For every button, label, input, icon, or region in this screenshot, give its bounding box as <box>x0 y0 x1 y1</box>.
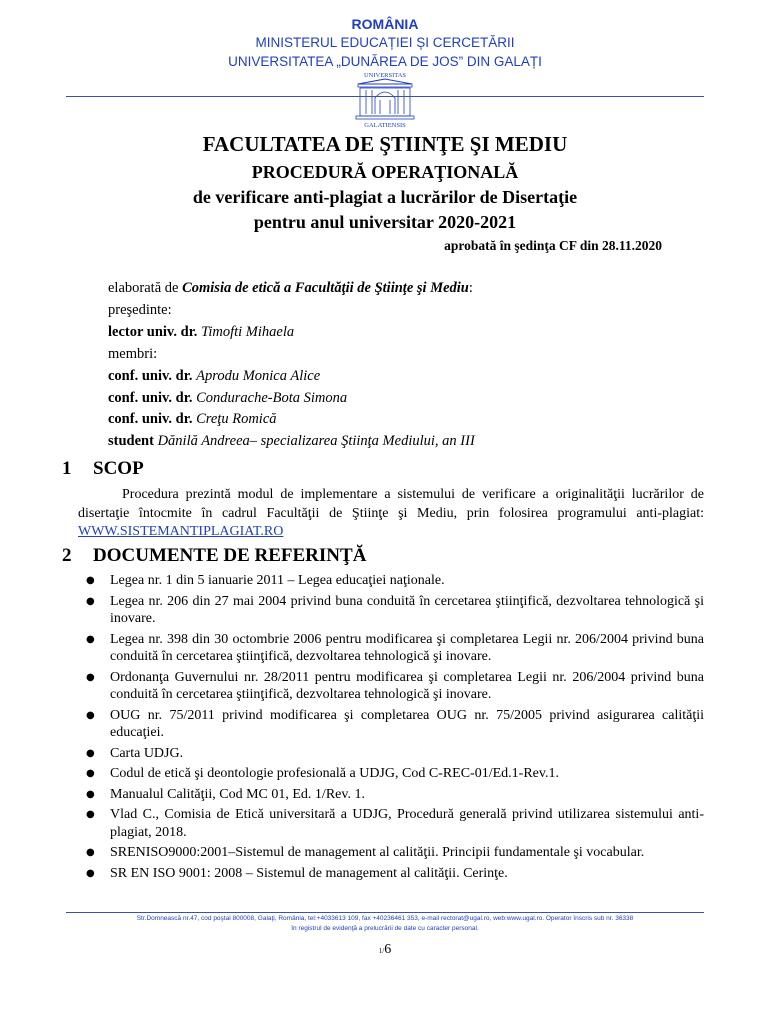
reference-item: ● SRENISO9000:2001–Sistemul de management al calităţii. Principii fundamentale şi vocabular. <box>86 845 645 860</box>
bullet-icon: ● <box>86 867 95 879</box>
member-line <box>108 431 475 453</box>
reference-item: ● Legea nr. 206 din 27 mai 2004 privind buna conduită în cercetarea ştiinţifică, dezvoltarea tehnologică şi inovare. <box>86 593 704 626</box>
bullet-icon: ● <box>86 709 95 721</box>
section-number: 2 <box>62 545 72 566</box>
member-line <box>108 409 475 431</box>
reference-item: ● Manualul Calităţii, Cod MC 01, Ed. 1/Rev. 1. <box>86 786 365 802</box>
procedure-year: pentru anul universitar 2020-2021 <box>253 212 517 232</box>
reference-item: ● SR EN ISO 9001: 2008 – Sistemul de management al calităţii. Cerinţe. <box>86 865 508 881</box>
section-title: DOCUMENTE DE REFERINŢĂ <box>93 545 367 566</box>
logo-top-text: UNIVERSITAS <box>363 72 407 79</box>
president-line <box>108 322 475 344</box>
member-title: student <box>108 433 158 450</box>
page-number <box>0 942 770 958</box>
header-country: ROMÂNIA <box>351 16 419 32</box>
member-title: conf. univ. dr. <box>108 367 197 384</box>
reference-item: ● Ordonanţa Guvernului nr. 28/2011 pentru modificarea şi completarea Legii nr. 206/2004 privind buna conduită în cercetarea ştiinţifică, dezvoltarea tehnologică şi inovare. <box>86 669 704 702</box>
scope-text: Procedura prezintă modul de implementare a sistemului de verificare a originalităţii lucrărilor de disertaţie întocmite în cadrul Facultăţii de Ştiinţe şi Mediu, prin folosirea programului anti-plagiat: <box>78 487 704 521</box>
reference-item: ● OUG nr. 75/2011 privind modificarea şi completarea OUG nr. 75/2005 privind asigurarea calităţii educaţiei. <box>86 707 704 740</box>
header-rule <box>66 96 704 97</box>
bullet-icon: ● <box>86 575 95 586</box>
footer-address: Str.Domnească nr.47, cod poştal 800008, Galaţi, România, tel:+4033613 109, fax +40236461 353, e-mail rectorat@ugal.ro, web:www.ugal.ro. Operator înscris sub nr. 36338 <box>136 915 634 922</box>
page-current: 1/ <box>378 947 385 955</box>
president-name: Timofti Mihaela <box>201 323 295 340</box>
footer-rule <box>66 912 704 913</box>
bullet-icon: ● <box>86 809 95 820</box>
member-name: Creţu Romică <box>196 411 277 428</box>
header-ministry: MINISTERUL EDUCAȚIEI ȘI CERCETĂRII <box>255 35 515 50</box>
bullet-icon: ● <box>86 847 95 858</box>
committee-colon: : <box>468 280 473 296</box>
president-title: lector univ. dr. <box>108 323 202 340</box>
reference-item: ● Codul de etică şi deontologie profesională a UDJG, Cod C-REC-01/Ed.1-Rev.1. <box>86 766 559 781</box>
members-label: membri: <box>108 345 158 362</box>
procedure-title: PROCEDURĂ OPERAŢIONALĂ <box>251 162 519 182</box>
bullet-icon: ● <box>86 768 95 779</box>
footer-registry: în registrul de evidenţă a prelucrării de date cu caracter personal. <box>291 925 479 932</box>
member-line <box>108 388 475 410</box>
reference-item: ● Legea nr. 1 din 5 ianuarie 2011 – Legea educaţiei naţionale. <box>86 573 445 588</box>
scope-paragraph <box>78 486 704 542</box>
page-total: 6 <box>384 942 392 957</box>
bullet-icon: ● <box>86 788 95 800</box>
committee-intro: elaborată de <box>108 280 183 296</box>
section-title: SCOP <box>93 458 144 479</box>
member-name: Aprodu Monica Alice <box>196 367 321 384</box>
university-logo <box>344 70 426 128</box>
member-name: Condurache-Bota Simona <box>196 389 348 406</box>
section-heading-documents <box>62 545 366 567</box>
bullet-icon: ● <box>86 595 95 607</box>
bullet-icon: ● <box>86 671 95 683</box>
section-number: 1 <box>62 458 72 479</box>
committee-intro-line <box>108 278 475 300</box>
header-university: UNIVERSITATEA „DUNĂREA DE JOS” DIN GALAȚI <box>228 54 542 69</box>
procedure-subject: de verificare anti-plagiat a lucrărilor de Disertaţie <box>192 187 578 207</box>
logo-bottom-text: GALATIENSIS <box>364 122 406 128</box>
bullet-icon: ● <box>86 747 95 759</box>
bullet-icon: ● <box>86 633 95 645</box>
member-line <box>108 366 475 388</box>
committee-block <box>108 278 475 453</box>
commission-name: Comisia de etică a Facultăţii de Ştiinţe şi Mediu <box>182 280 469 296</box>
approval-note: aprobată în şedinţa CF din 28.11.2020 <box>444 238 662 253</box>
faculty-title: FACULTATEA DE ŞTIINŢE ŞI MEDIU <box>202 132 568 156</box>
reference-item: ● Legea nr. 398 din 30 octombrie 2006 pentru modificarea şi completarea Legii nr. 206/2004 privind buna conduită în cercetarea ştiinţifică, dezvoltarea tehnologică şi inovare. <box>86 631 704 664</box>
section-heading-scop <box>62 458 144 480</box>
reference-item: ● Vlad C., Comisia de Etică universitară a UDJG, Procedură generală privind utilizarea sistemului anti-plagiat, 2018. <box>86 807 704 840</box>
antiplagiarism-link[interactable]: WWW.SISTEMANTIPLAGIAT.RO <box>78 524 284 539</box>
member-title: conf. univ. dr. <box>108 389 197 406</box>
reference-item: ● Carta UDJG. <box>86 745 184 761</box>
reference-list <box>82 572 704 885</box>
member-name: Dănilă Andreea– specializarea Ştiinţa Mediului, an III <box>157 433 475 450</box>
president-label: preşedinte: <box>108 301 172 318</box>
member-title: conf. univ. dr. <box>108 411 197 428</box>
